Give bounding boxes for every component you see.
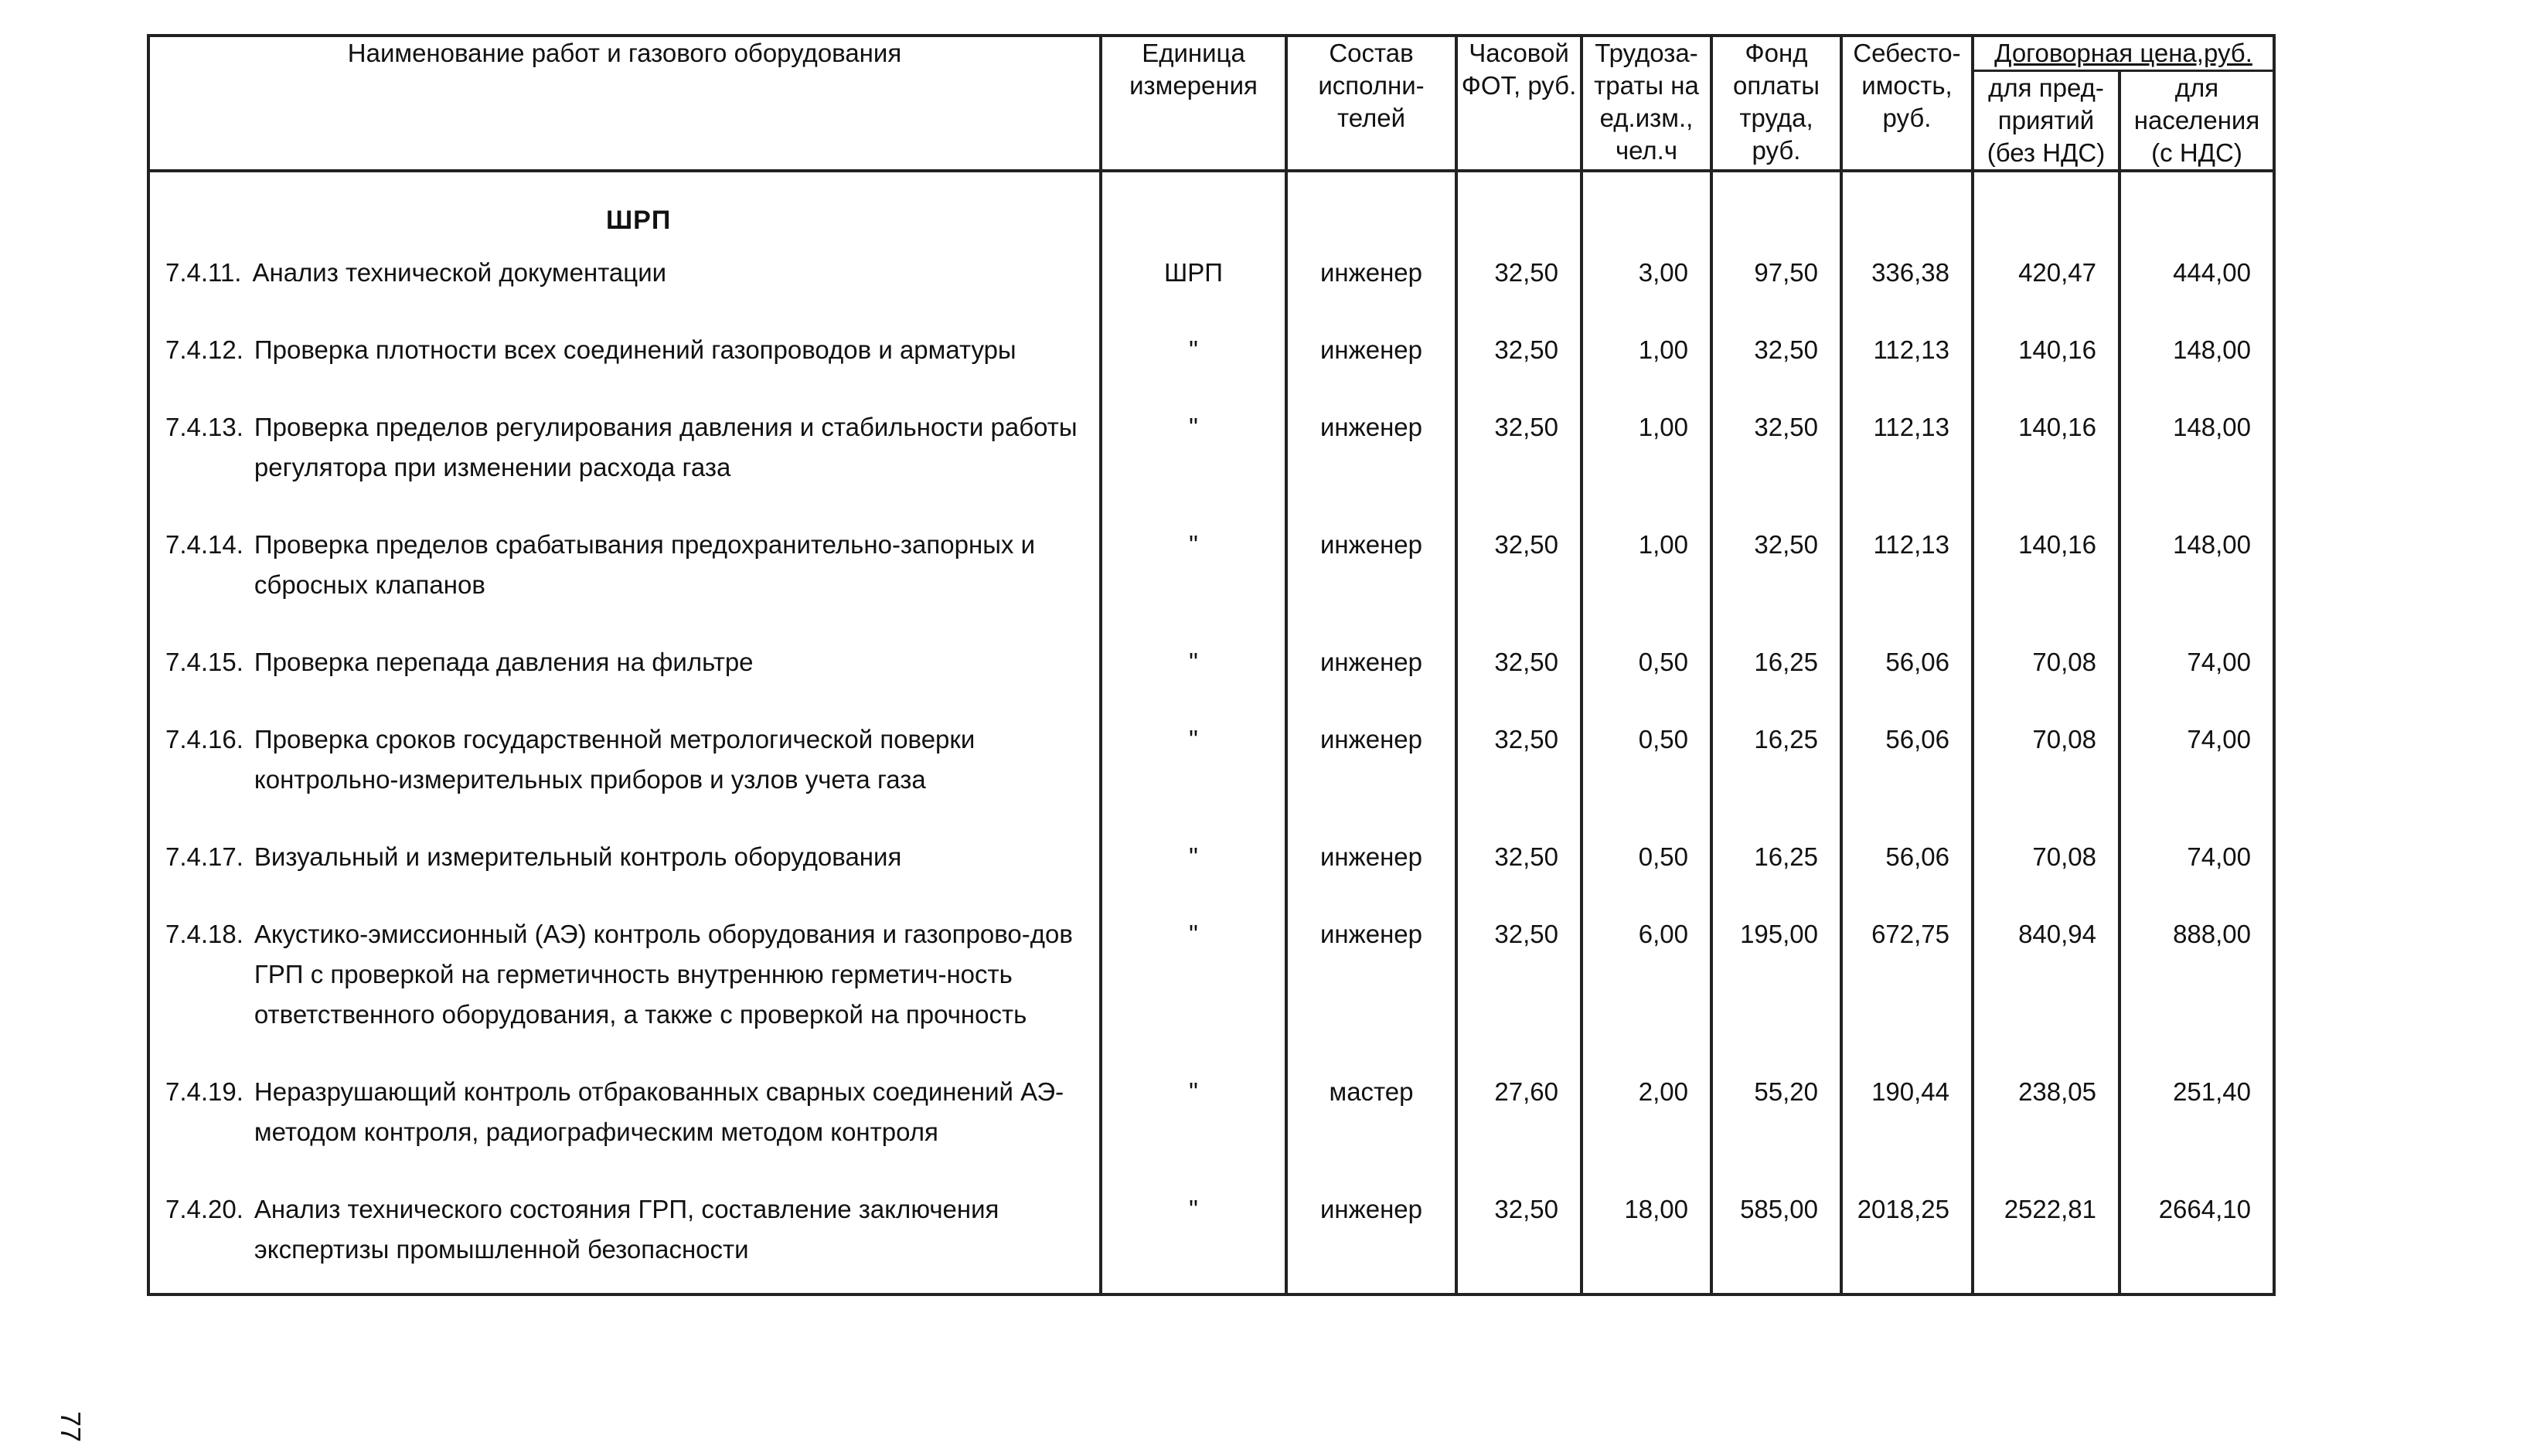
header-hourly-wage: Часовой ФОТ, руб. (1456, 36, 1582, 171)
item-name: Проверка перепада давления на фильтре (254, 648, 754, 676)
price-table-sheet (147, 34, 2273, 1296)
item-name: Анализ технической документации (252, 258, 667, 287)
cost-cell: 56,06 (1841, 634, 1973, 712)
hourly-wage-cell: 27,60 (1456, 1064, 1582, 1182)
unit-cell: " (1101, 517, 1286, 634)
table-row (148, 1064, 2274, 1182)
hourly-wage-cell: 32,50 (1456, 829, 1582, 907)
work-name-cell (148, 829, 1101, 907)
price-enterprises-cell: 70,08 (1973, 712, 2120, 829)
price-enterprises-cell: 140,16 (1973, 400, 2120, 517)
table-row (148, 829, 2274, 907)
hourly-wage-cell: 32,50 (1456, 400, 1582, 517)
staff-cell: мастер (1286, 1064, 1456, 1182)
item-name: Проверка пределов срабатывания предохранительно-запорных и сбросных клапанов (254, 530, 1036, 599)
cost-cell: 56,06 (1841, 829, 1973, 907)
labor-cell: 6,00 (1582, 907, 1711, 1064)
work-name-cell (148, 400, 1101, 517)
table-row (148, 1182, 2274, 1294)
work-name-cell (148, 1064, 1101, 1182)
table-row (148, 400, 2274, 517)
cost-cell: 336,38 (1841, 245, 1973, 322)
item-code: 7.4.12. (165, 335, 243, 364)
item-name: Проверка плотности всех соединений газопроводов и арматуры (254, 335, 1016, 364)
price-population-cell: 2664,10 (2120, 1182, 2274, 1294)
item-code: 7.4.19. (165, 1077, 243, 1106)
staff-cell: инженер (1286, 517, 1456, 634)
price-enterprises-cell: 420,47 (1973, 245, 2120, 322)
header-wage-fund: Фонд оплаты труда, руб. (1711, 36, 1841, 171)
price-enterprises-cell: 2522,81 (1973, 1182, 2120, 1294)
staff-cell: инженер (1286, 829, 1456, 907)
section-title: ШРП (606, 206, 672, 235)
staff-cell: инженер (1286, 1182, 1456, 1294)
price-population-cell: 74,00 (2120, 634, 2274, 712)
labor-cell: 18,00 (1582, 1182, 1711, 1294)
wage-fund-cell: 55,20 (1711, 1064, 1841, 1182)
unit-cell: " (1101, 1064, 1286, 1182)
section-row (148, 171, 2274, 245)
wage-fund-cell: 32,50 (1711, 400, 1841, 517)
unit-cell: ШРП (1101, 245, 1286, 322)
cost-cell: 672,75 (1841, 907, 1973, 1064)
header-contract-price: Договорная цена,руб. (1973, 36, 2274, 71)
wage-fund-cell: 195,00 (1711, 907, 1841, 1064)
price-population-cell: 148,00 (2120, 400, 2274, 517)
labor-cell: 2,00 (1582, 1064, 1711, 1182)
labor-cell: 0,50 (1582, 634, 1711, 712)
price-table (147, 34, 2276, 1296)
table-header (148, 36, 2274, 171)
unit-cell: " (1101, 907, 1286, 1064)
price-enterprises-cell: 140,16 (1973, 322, 2120, 400)
price-enterprises-cell: 70,08 (1973, 634, 2120, 712)
hourly-wage-cell: 32,50 (1456, 712, 1582, 829)
wage-fund-cell: 585,00 (1711, 1182, 1841, 1294)
work-name-cell (148, 712, 1101, 829)
price-population-cell: 74,00 (2120, 712, 2274, 829)
unit-cell: " (1101, 712, 1286, 829)
wage-fund-cell: 16,25 (1711, 712, 1841, 829)
hourly-wage-cell: 32,50 (1456, 907, 1582, 1064)
item-code: 7.4.18. (165, 920, 243, 948)
staff-cell: инженер (1286, 400, 1456, 517)
table-row (148, 517, 2274, 634)
price-population-cell: 74,00 (2120, 829, 2274, 907)
staff-cell: инженер (1286, 245, 1456, 322)
unit-cell: " (1101, 400, 1286, 517)
item-name: Акустико-эмиссионный (АЭ) контроль оборудования и газопрово-дов ГРП с проверкой на герметичность внутреннюю герметич-ность ответственного оборудования, а также с проверкой на прочность (254, 920, 1073, 1029)
price-population-cell: 148,00 (2120, 517, 2274, 634)
cost-cell: 112,13 (1841, 400, 1973, 517)
unit-cell: " (1101, 1182, 1286, 1294)
work-name-cell (148, 517, 1101, 634)
wage-fund-cell: 16,25 (1711, 634, 1841, 712)
staff-cell: инженер (1286, 907, 1456, 1064)
section-cell (148, 171, 1101, 245)
table-body (148, 171, 2274, 1294)
item-code: 7.4.17. (165, 842, 243, 871)
unit-cell: " (1101, 322, 1286, 400)
price-enterprises-cell: 840,94 (1973, 907, 2120, 1064)
item-code: 7.4.16. (165, 725, 243, 754)
labor-cell: 1,00 (1582, 322, 1711, 400)
labor-cell: 0,50 (1582, 712, 1711, 829)
item-code: 7.4.13. (165, 413, 243, 441)
table-row (148, 322, 2274, 400)
labor-cell: 3,00 (1582, 245, 1711, 322)
work-name-cell (148, 1182, 1101, 1294)
price-population-cell: 888,00 (2120, 907, 2274, 1064)
wage-fund-cell: 97,50 (1711, 245, 1841, 322)
table-row (148, 634, 2274, 712)
header-name: Наименование работ и газового оборудования (148, 36, 1101, 171)
header-staff: Состав исполни-телей (1286, 36, 1456, 171)
work-name-cell (148, 907, 1101, 1064)
page-number: 77 (55, 1411, 87, 1443)
item-name: Анализ технического состояния ГРП, составление заключения экспертизы промышленной безопасности (254, 1195, 999, 1264)
price-enterprises-cell: 140,16 (1973, 517, 2120, 634)
unit-cell: " (1101, 634, 1286, 712)
work-name-cell (148, 634, 1101, 712)
labor-cell: 1,00 (1582, 517, 1711, 634)
unit-cell: " (1101, 829, 1286, 907)
price-enterprises-cell: 238,05 (1973, 1064, 2120, 1182)
cost-cell: 112,13 (1841, 322, 1973, 400)
table-row (148, 907, 2274, 1064)
item-name: Проверка сроков государственной метрологической поверки контрольно-измерительных приборов и узлов учета газа (254, 725, 975, 794)
header-cost: Себесто-имость, руб. (1841, 36, 1973, 171)
hourly-wage-cell: 32,50 (1456, 245, 1582, 322)
item-name: Визуальный и измерительный контроль оборудования (254, 842, 902, 871)
price-population-cell: 148,00 (2120, 322, 2274, 400)
item-name: Неразрушающий контроль отбракованных сварных соединений АЭ-методом контроля, радиографическим методом контроля (254, 1077, 1064, 1146)
table-row (148, 712, 2274, 829)
header-labor: Трудоза-траты на ед.изм., чел.ч (1582, 36, 1711, 171)
hourly-wage-cell: 32,50 (1456, 517, 1582, 634)
header-for-population: для населения (с НДС) (2120, 71, 2274, 172)
table-row (148, 245, 2274, 322)
hourly-wage-cell: 32,50 (1456, 322, 1582, 400)
cost-cell: 56,06 (1841, 712, 1973, 829)
staff-cell: инженер (1286, 712, 1456, 829)
cost-cell: 190,44 (1841, 1064, 1973, 1182)
wage-fund-cell: 32,50 (1711, 322, 1841, 400)
labor-cell: 0,50 (1582, 829, 1711, 907)
header-for-enterprises: для пред-приятий (без НДС) (1973, 71, 2120, 172)
item-code: 7.4.14. (165, 530, 243, 559)
item-code: 7.4.11. (165, 258, 242, 287)
hourly-wage-cell: 32,50 (1456, 634, 1582, 712)
work-name-cell (148, 245, 1101, 322)
item-code: 7.4.20. (165, 1195, 243, 1223)
item-code: 7.4.15. (165, 648, 243, 676)
price-population-cell: 444,00 (2120, 245, 2274, 322)
hourly-wage-cell: 32,50 (1456, 1182, 1582, 1294)
cost-cell: 2018,25 (1841, 1182, 1973, 1294)
staff-cell: инженер (1286, 634, 1456, 712)
item-name: Проверка пределов регулирования давления и стабильности работы регулятора при изменении расхода газа (254, 413, 1078, 481)
cost-cell: 112,13 (1841, 517, 1973, 634)
staff-cell: инженер (1286, 322, 1456, 400)
header-unit: Единица измерения (1101, 36, 1286, 171)
wage-fund-cell: 32,50 (1711, 517, 1841, 634)
price-population-cell: 251,40 (2120, 1064, 2274, 1182)
work-name-cell (148, 322, 1101, 400)
price-enterprises-cell: 70,08 (1973, 829, 2120, 907)
labor-cell: 1,00 (1582, 400, 1711, 517)
wage-fund-cell: 16,25 (1711, 829, 1841, 907)
